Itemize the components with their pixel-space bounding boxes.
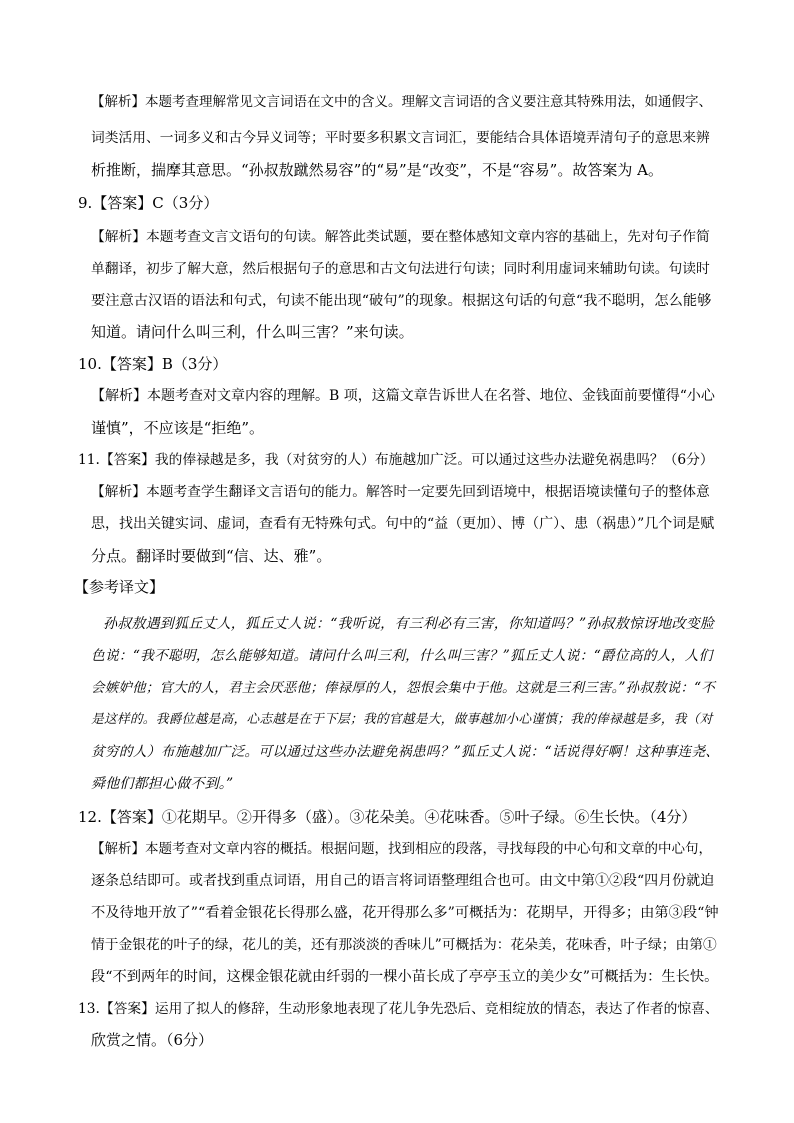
analysis-q11-line-1: 【解析】本题考查学生翻译文言语句的能力。解答时一定要先回到语境中，根据语境读懂句子的整体意 [91, 484, 710, 500]
answer-q9: 9.【答案】C（3分） [78, 194, 219, 212]
translation-line-6: 舜他们都担心做不到。” [91, 776, 234, 792]
analysis-q12-line-2: 逐条总结即可。或者找到重点词语，用自己的语言将词语整理组合也可。由文中第①②段“四月份就迫 [91, 873, 715, 889]
answer-q10: 10.【答案】B（3分） [78, 355, 228, 373]
analysis-q12-line-5: 段“不到两年的时间，这棵金银花就由纤弱的一棵小苗长成了亭亭玉立的美少女”可概括为：生长快。 [91, 969, 719, 985]
answer-q11: 11.【答案】我的俸禄越是多，我（对贫穷的人）布施越加广泛。可以通过这些办法避免祸患吗？（6分） [78, 452, 714, 468]
analysis-q8-line-2: 词类活用、一词多义和古今异义词等；平时要多积累文言词汇，要能结合具体语境弄清句子的意思来辨 [91, 130, 710, 146]
analysis-q12-line-1: 【解析】本题考查对文章内容的概括。根据问题，找到相应的段落，寻找每段的中心句和文章的中心句， [91, 841, 712, 857]
analysis-q9-line-4: 知道。请问什么叫三利，什么叫三害？”来句读。 [91, 323, 414, 341]
analysis-q12-line-3: 不及待地开放了”“看着金银花长得那么盛，花开得那么多”可概括为：花期早，开得多；由第③段“钟 [91, 905, 719, 921]
analysis-q9-line-2: 单翻译，初步了解大意，然后根据句子的意思和古文句法进行句读；同时利用虚词来辅助句读。句读时 [91, 261, 710, 277]
analysis-q10-line-1: 【解析】本题考查对文章内容的理解。B 项，这篇文章告诉世人在名誉、地位、金钱面前要懂得“小心 [91, 388, 715, 404]
answer-q13-line-2: 欣赏之情。（6分） [91, 1031, 214, 1049]
answer-q12: 12.【答案】①花期早。②开得多（盛）。③花朵美。④花味香。⑤叶子绿。⑥生长快。（4分） [78, 808, 697, 826]
translation-line-1: 孙叔敖遇到狐丘丈人，狐丘丈人说：“我听说，有三利必有三害，你知道吗？”孙叔敖惊讶地改变脸 [103, 616, 715, 632]
analysis-q10-line-2: 谨慎”，不应该是“拒绝”。 [91, 419, 265, 437]
translation-line-3: 会嫉妒他；官大的人，君主会厌恶他；俸禄厚的人，怨恨会集中于他。这就是三利三害。”孙叔敖说：“不 [91, 680, 715, 696]
analysis-q11-line-2: 思，找出关键实词、虚词，查看有无特殊句式。句中的“益（更加）、博（广）、患（祸患）”几个词是赋 [91, 516, 715, 532]
analysis-q9-line-1: 【解析】本题考查文言文语句的句读。解答此类试题，要在整体感知文章内容的基础上，先对句子作简 [91, 229, 710, 245]
translation-line-2: 色说：“我不聪明，怎么能够知道。请问什么叫三利，什么叫三害？”狐丘丈人说：“爵位高的人，人们 [91, 648, 713, 664]
translation-line-5: 贫穷的人）布施越加广泛。可以通过这些办法避免祸患吗？”狐丘丈人说：“话说得好啊！这种事连尧、 [91, 744, 720, 760]
analysis-q12-line-4: 情于金银花的叶子的绿，花儿的美，还有那淡淡的香味儿”可概括为：花朵美，花味香，叶子绿；由第① [91, 937, 717, 953]
analysis-q8-line-3: 析推断，揣摩其意思。“孙叔敖蹴然易容”的“易”是“改变”，不是“容易”。故答案为 A。 [91, 161, 663, 179]
answer-q13: 13.【答案】运用了拟人的修辞，生动形象地表现了花儿争先恐后、竞相绽放的情态，表达了作者的惊喜、 [78, 1001, 719, 1017]
analysis-q8-line-1: 【解析】本题考查理解常见文言词语在文中的含义。理解文言词语的含义要注意其特殊用法，如通假字、 [91, 94, 712, 110]
translation-line-4: 是这样的。我爵位越是高，心志越是在于下层；我的官越是大，做事越加小心谨慎；我的俸禄越是多，我（对 [91, 712, 713, 727]
reference-translation-heading: 【参考译文】 [74, 578, 165, 596]
analysis-q9-line-3: 要注意古汉语的语法和句式，句读不能出现“破句”的现象。根据这句话的句意“我不聪明，怎么能够 [91, 293, 712, 309]
analysis-q11-line-3: 分点。翻译时要做到“信、达、雅”。 [91, 547, 332, 565]
